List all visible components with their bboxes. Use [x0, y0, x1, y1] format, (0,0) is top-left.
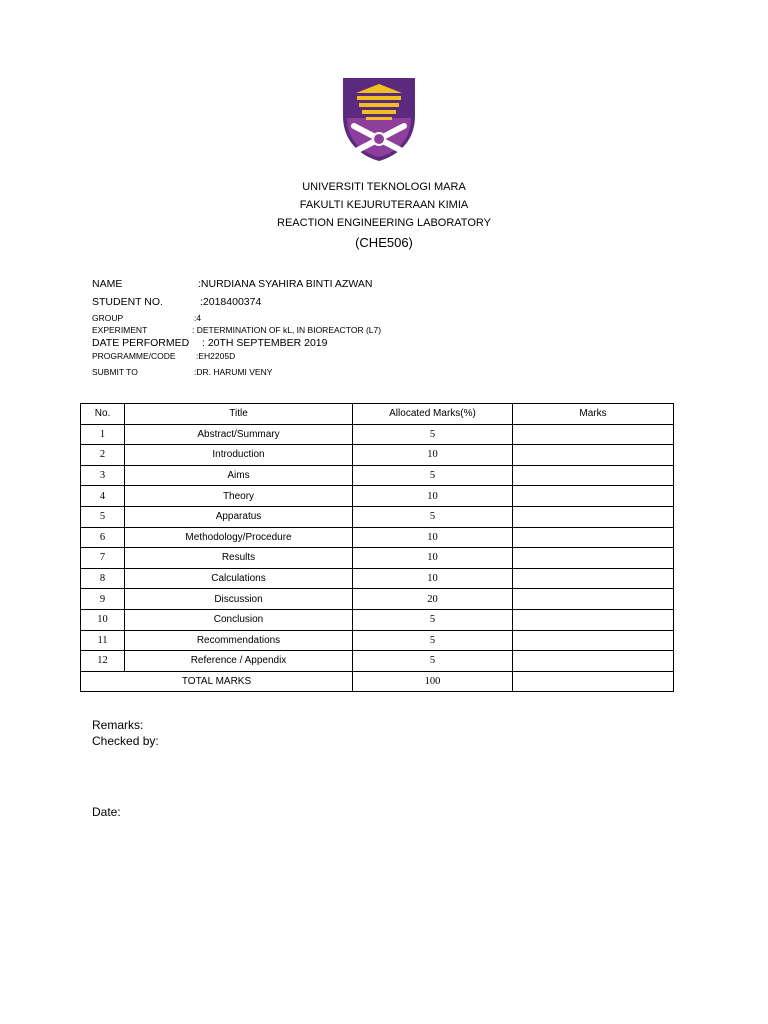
row-allocated: 10 [353, 548, 513, 569]
row-allocated: 5 [353, 424, 513, 445]
table-row [81, 506, 674, 527]
checked-by-label: Checked by: [92, 734, 159, 748]
info-row-name [92, 278, 652, 292]
student-label: STUDENT NO. [92, 296, 163, 308]
total-value: 100 [353, 671, 513, 692]
date-signoff-label: Date: [92, 805, 121, 819]
row-marks [513, 609, 674, 630]
row-marks [513, 486, 674, 507]
row-allocated: 5 [353, 630, 513, 651]
column-header-marks: Marks [513, 404, 674, 425]
column-header-title: Title [125, 404, 353, 425]
table-row [81, 445, 674, 466]
row-marks [513, 506, 674, 527]
university-crest-icon [340, 76, 418, 162]
row-marks [513, 630, 674, 651]
row-marks [513, 424, 674, 445]
row-title: Apparatus [125, 506, 353, 527]
row-allocated: 5 [353, 651, 513, 672]
table-row [81, 486, 674, 507]
group-value: :4 [194, 313, 202, 323]
name-value: :NURDIANA SYAHIRA BINTI AZWAN [198, 278, 373, 290]
table-row [81, 589, 674, 610]
row-marks [513, 548, 674, 569]
table-row [81, 630, 674, 651]
table-row [81, 651, 674, 672]
table-row [81, 465, 674, 486]
row-marks [513, 465, 674, 486]
row-no: 9 [81, 589, 125, 610]
info-row-submit [92, 367, 652, 381]
group-label: GROUP [92, 313, 124, 323]
row-title: Recommendations [125, 630, 353, 651]
submit-label: SUBMIT TO [92, 367, 138, 377]
row-title: Calculations [125, 568, 353, 589]
programme-value: :EH2205D [196, 351, 236, 361]
date-value: : 20TH SEPTEMBER 2019 [202, 337, 328, 349]
row-no: 3 [81, 465, 125, 486]
table-row [81, 527, 674, 548]
row-title: Introduction [125, 445, 353, 466]
info-row-date [92, 337, 652, 351]
table-row [81, 548, 674, 569]
row-allocated: 5 [353, 465, 513, 486]
info-row-programme [92, 351, 652, 365]
row-no: 12 [81, 651, 125, 672]
table-row [81, 609, 674, 630]
info-row-student [92, 296, 652, 310]
row-marks [513, 445, 674, 466]
student-value: :2018400374 [200, 296, 262, 308]
row-title: Conclusion [125, 609, 353, 630]
remarks-label: Remarks: [92, 718, 144, 732]
name-label: NAME [92, 278, 123, 290]
university-name: UNIVERSITI TEKNOLOGI MARA [302, 181, 466, 193]
row-no: 6 [81, 527, 125, 548]
column-header-no: No. [81, 404, 125, 425]
row-title: Results [125, 548, 353, 569]
programme-label: PROGRAMME/CODE [92, 351, 176, 361]
row-no: 5 [81, 506, 125, 527]
table-header-row [81, 404, 674, 425]
laboratory-name: REACTION ENGINEERING LABORATORY [277, 217, 491, 229]
row-no: 2 [81, 445, 125, 466]
row-allocated: 10 [353, 486, 513, 507]
row-no: 10 [81, 609, 125, 630]
row-allocated: 5 [353, 609, 513, 630]
row-title: Aims [125, 465, 353, 486]
table-row [81, 568, 674, 589]
row-marks [513, 568, 674, 589]
row-allocated: 5 [353, 506, 513, 527]
experiment-value: : DETERMINATION OF kL, IN BIOREACTOR (L7) [192, 325, 382, 335]
row-allocated: 10 [353, 568, 513, 589]
column-header-allocated: Allocated Marks(%) [353, 404, 513, 425]
row-allocated: 10 [353, 445, 513, 466]
submit-value: :DR. HARUMI VENY [194, 367, 273, 377]
row-title: Discussion [125, 589, 353, 610]
marks-table [80, 403, 674, 692]
row-no: 11 [81, 630, 125, 651]
row-title: Reference / Appendix [125, 651, 353, 672]
row-marks [513, 651, 674, 672]
row-marks [513, 527, 674, 548]
row-title: Theory [125, 486, 353, 507]
row-title: Abstract/Summary [125, 424, 353, 445]
total-marks [513, 671, 674, 692]
row-no: 1 [81, 424, 125, 445]
row-title: Methodology/Procedure [125, 527, 353, 548]
row-no: 4 [81, 486, 125, 507]
row-no: 7 [81, 548, 125, 569]
row-allocated: 10 [353, 527, 513, 548]
row-no: 8 [81, 568, 125, 589]
row-allocated: 20 [353, 589, 513, 610]
total-row [81, 671, 674, 692]
course-code: (CHE506) [355, 235, 413, 250]
date-label: DATE PERFORMED [92, 337, 190, 349]
total-label: TOTAL MARKS [81, 671, 353, 692]
experiment-label: EXPERIMENT [92, 325, 148, 335]
faculty-name: FAKULTI KEJURUTERAAN KIMIA [299, 199, 469, 211]
row-marks [513, 589, 674, 610]
table-row [81, 424, 674, 445]
